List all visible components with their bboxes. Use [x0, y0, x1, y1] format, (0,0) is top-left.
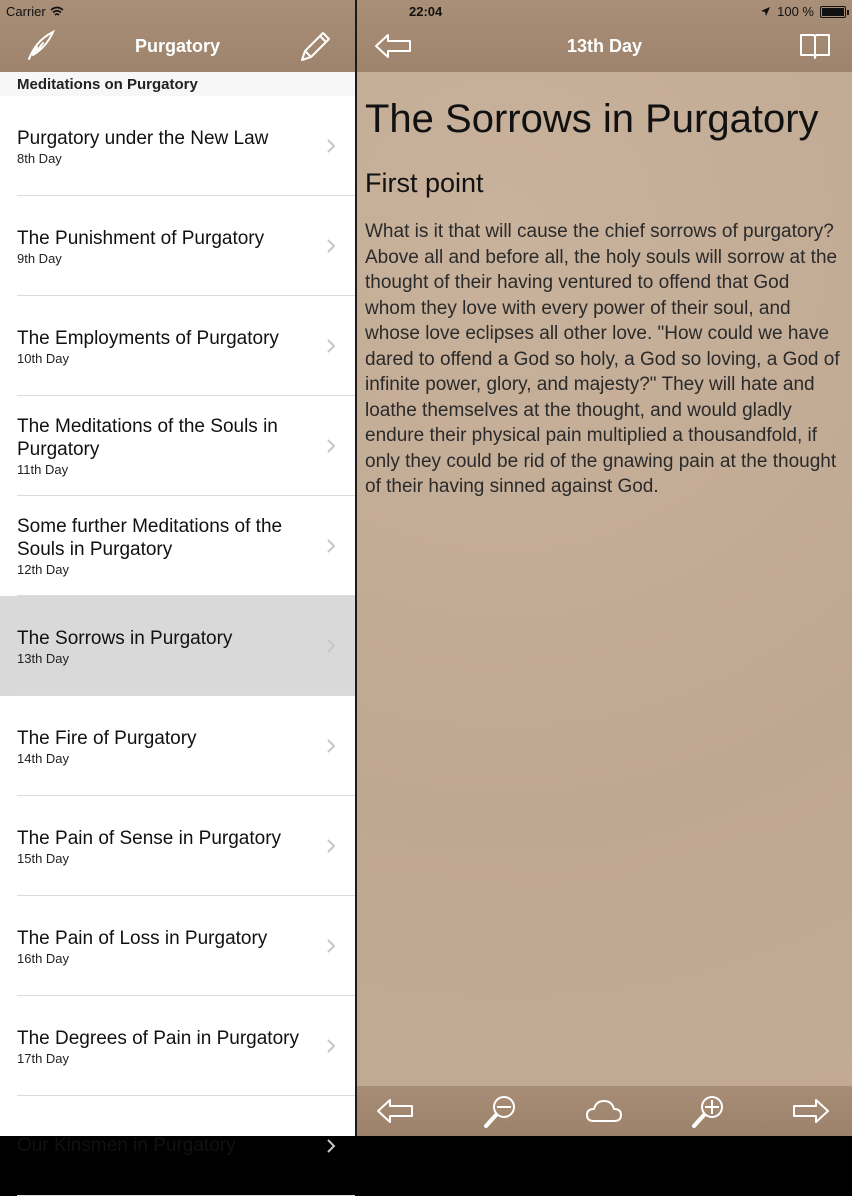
- list-item-text: [0, 1134, 310, 1158]
- list-item-text: [0, 127, 310, 166]
- arrow-left-icon[interactable]: [375, 1093, 415, 1129]
- list-item-subtitle: 15th Day: [17, 850, 70, 866]
- location-icon: [760, 6, 771, 17]
- list-item-subtitle: 10th Day: [17, 350, 70, 366]
- chevron-right-icon: [323, 1138, 339, 1154]
- section-header: Meditations on Purgatory: [0, 72, 355, 96]
- list-item-title: The Meditations of the Souls in Purgatory: [17, 416, 278, 460]
- list-item[interactable]: [0, 296, 355, 396]
- meditation-list: [0, 96, 355, 1196]
- list-item-text: [0, 827, 310, 866]
- list-item-title: The Fire of Purgatory: [17, 727, 197, 749]
- zoom-out-icon[interactable]: [480, 1093, 520, 1129]
- list-item-text: [0, 327, 310, 366]
- detail-title: 13th Day: [566, 36, 643, 56]
- chevron-right-icon: [323, 438, 339, 454]
- list-item-title: Purgatory under the New Law: [17, 127, 269, 149]
- chevron-right-icon: [323, 738, 339, 754]
- list-item-title: The Employments of Purgatory: [17, 327, 279, 349]
- list-item-title: The Pain of Sense in Purgatory: [17, 827, 282, 849]
- list-item-subtitle: 14th Day: [17, 750, 70, 766]
- list-item[interactable]: [0, 596, 355, 696]
- chevron-right-icon: [323, 1038, 339, 1054]
- list-item[interactable]: [0, 96, 355, 196]
- point-heading: First point: [365, 168, 484, 198]
- list-item[interactable]: [0, 796, 355, 896]
- battery-icon: [820, 6, 846, 18]
- detail-pane: [357, 0, 852, 1136]
- chevron-right-icon: [323, 238, 339, 254]
- meditation-body: What is it that will cause the chief sorrows of purgatory? Above all and before all, the holy souls will sorrow at the thought of their having ventured to offend that God whom they love with every power of their soul, and whose love eclipses all other love. "How could we have dared to offend a God so holy, a God so loving, a God of infinite power, glory, and majesty?" They will hate and loathe themselves at the thought, and would gladly endure their physical pain multiplied a thousandfold, if only they could be rid of the gnawing pain at the thought of their having sinned against God.: [365, 221, 840, 497]
- list-item-text: [0, 627, 310, 666]
- status-bar: [0, 0, 852, 24]
- chevron-right-icon: [323, 138, 339, 154]
- list-item-text: [0, 227, 310, 266]
- bottom-toolbar: [357, 1086, 852, 1136]
- list-item-subtitle: 12th Day: [17, 562, 70, 577]
- list-item[interactable]: [0, 896, 355, 996]
- chevron-right-icon: [323, 338, 339, 354]
- list-item-text: [0, 927, 310, 966]
- list-item[interactable]: [0, 1096, 355, 1196]
- list-item-subtitle: 8th Day: [17, 150, 62, 166]
- list-item-text: [0, 515, 310, 577]
- list-item[interactable]: [0, 396, 355, 496]
- list-item[interactable]: [0, 496, 355, 596]
- pencil-icon[interactable]: [296, 28, 332, 64]
- list-item-title: The Degrees of Pain in Purgatory: [17, 1027, 299, 1049]
- list-item[interactable]: [0, 196, 355, 296]
- battery-label: 100 %: [777, 4, 814, 19]
- meditation-heading: The Sorrows in Purgatory: [365, 97, 819, 141]
- list-item-text: [0, 1027, 310, 1066]
- carrier-label: Carrier: [6, 4, 46, 19]
- master-pane: [0, 0, 355, 1156]
- arrow-right-icon[interactable]: [791, 1093, 831, 1129]
- chevron-right-icon: [323, 838, 339, 854]
- wifi-icon: [50, 6, 64, 17]
- chevron-right-icon: [323, 638, 339, 654]
- list-item-title: Some further Meditations of the Souls in Purgatory: [17, 516, 283, 560]
- list-item-title: The Sorrows in Purgatory: [17, 627, 233, 649]
- chevron-right-icon: [323, 538, 339, 554]
- list-item-subtitle: 16th Day: [17, 950, 70, 966]
- list-item-text: [0, 727, 310, 766]
- list-item-subtitle: 9th Day: [17, 250, 62, 266]
- list-item-title: The Pain of Loss in Purgatory: [17, 927, 268, 949]
- list-item-subtitle: 11th Day: [17, 462, 69, 477]
- chevron-right-icon: [323, 938, 339, 954]
- meditation-content: [365, 96, 843, 500]
- list-item-title: Our Kinsmen in Purgatory: [17, 1135, 236, 1156]
- cloud-icon[interactable]: [584, 1093, 624, 1129]
- list-item-text: [0, 415, 310, 477]
- zoom-in-icon[interactable]: [688, 1093, 728, 1129]
- list-item[interactable]: [0, 696, 355, 796]
- book-icon[interactable]: [797, 28, 833, 64]
- master-title: Purgatory: [134, 36, 221, 56]
- clock: 22:04: [409, 4, 443, 19]
- list-item-title: The Punishment of Purgatory: [17, 227, 265, 249]
- list-item[interactable]: [0, 996, 355, 1096]
- list-item-subtitle: 17th Day: [17, 1050, 70, 1066]
- list-item-subtitle: 13th Day: [17, 650, 70, 666]
